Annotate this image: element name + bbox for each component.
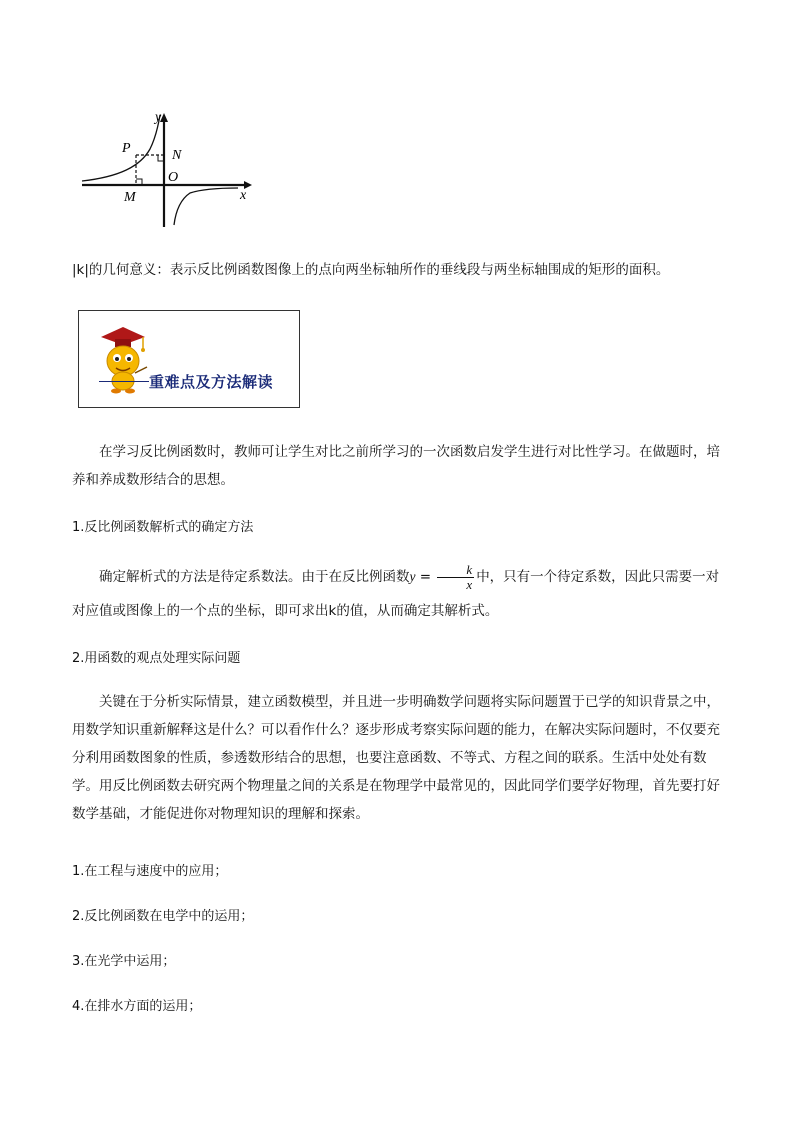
paragraph-2: 关键在于分析实际情景，建立函数模型，并且进一步明确数学问题将实际问题置于已学的知识背景之中，用数学知识重新解释这是什么？可以看作什么？逐步形成考察实际问题的能力，在解决实际问题时，不仅要充分利用函数图象的性质，参透数形结合的思想，也要注意函数、不等式、方程之间的联系。生活中处处有数学。用反比例函数去研究两个物理量之间的关系是在物理学中最常见的，因此同学们要学好物理，首先要打好数学基础，才能促进你对物理知识的理解和探索。: [72, 694, 720, 822]
banner-underline: [99, 381, 149, 382]
formula-fraction: [437, 563, 474, 592]
section-banner: [78, 310, 300, 408]
intro-paragraph: 在学习反比例函数时，教师可让学生对比之前所学习的一次函数启发学生进行对比性学习。在做题时，培养和养成数形结合的思想。: [72, 444, 720, 488]
heading-1: 1.反比例函数解析式的确定方法: [72, 520, 254, 535]
label-x: x: [240, 188, 247, 203]
label-y: y: [155, 110, 162, 125]
label-o: O: [168, 170, 179, 185]
label-p: P: [122, 141, 131, 156]
paragraph-1-part-b: 中，只有一个待定系数，因此只需要一对对应值或图像上的一个点的坐标，即可求出k的值，从而确定其解析式。: [72, 569, 720, 619]
paragraph-1-part-a: 确定解析式的方法是待定系数法。由于在反比例函数: [99, 569, 410, 585]
hyperbola-branch-left: [82, 115, 160, 181]
hyperbola-branch-right: [174, 188, 238, 225]
label-m: M: [124, 190, 136, 205]
list-item-3: 3.在光学中运用；: [72, 954, 176, 969]
formula-equals: =: [415, 569, 436, 585]
banner-title: 重难点及方法解读: [149, 373, 274, 391]
formula-numerator: k: [437, 563, 474, 578]
formula-denominator: x: [466, 576, 473, 592]
heading-2: 2.用函数的观点处理实际问题: [72, 651, 241, 666]
k-geometric-meaning: |k|的几何意义：表示反比例函数图像上的点向两坐标轴所作的垂线段与两坐标轴围成的矩形的面积。: [72, 262, 670, 278]
hyperbola-graph: [78, 105, 258, 230]
list-item-4: 4.在排水方面的运用；: [72, 999, 202, 1014]
mascot-icon: [93, 323, 153, 397]
paragraph-1: [72, 560, 732, 628]
list-item-1: 1.在工程与速度中的应用；: [72, 864, 228, 879]
formula-y: y: [409, 569, 416, 584]
list-item-2: 2.反比例函数在电学中的运用；: [72, 909, 254, 924]
label-n: N: [172, 148, 182, 163]
